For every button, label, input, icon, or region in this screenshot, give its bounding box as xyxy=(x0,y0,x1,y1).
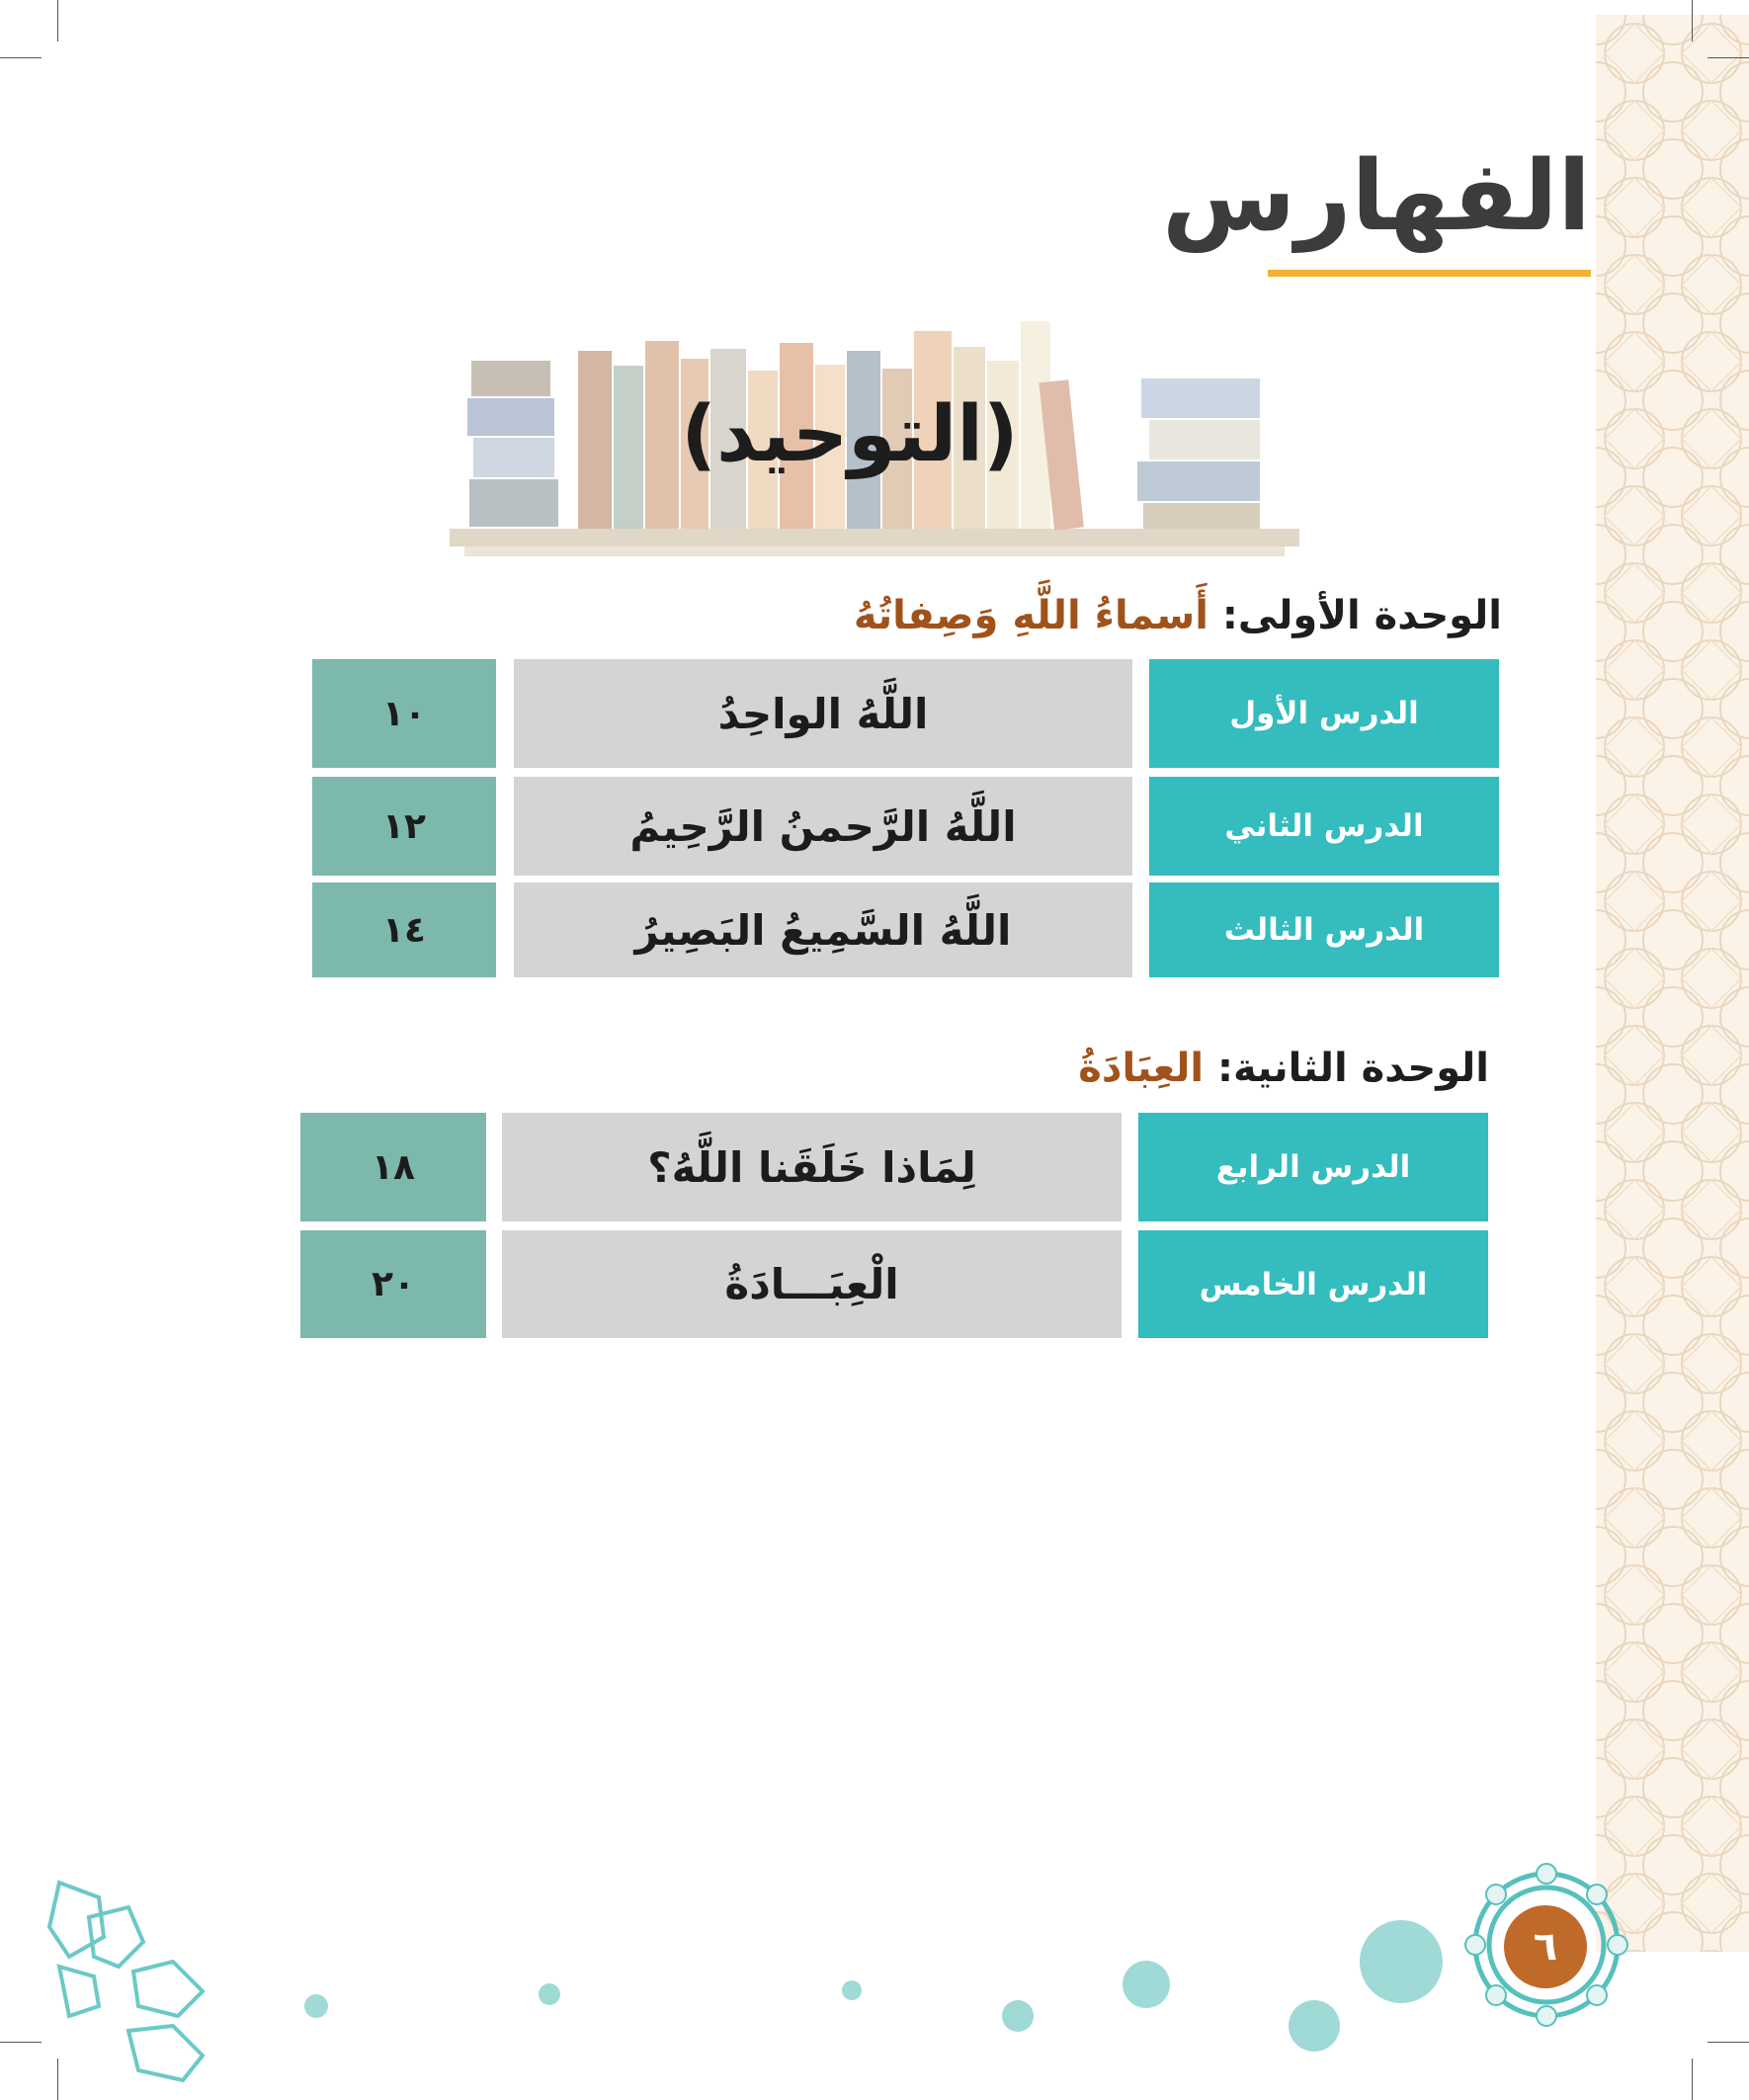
bottom-ornaments xyxy=(0,1858,1749,2100)
lesson-label[interactable]: الدرس الخامس xyxy=(1138,1230,1488,1338)
unit-separator: : xyxy=(1221,593,1238,638)
lesson-title[interactable]: اللَّهُ السَّمِيعُ البَصِيرُ xyxy=(514,882,1132,977)
crop-mark xyxy=(1692,0,1693,42)
lesson-page[interactable]: ٢٠ xyxy=(300,1230,486,1338)
unit-label: الوحدة الثانية xyxy=(1233,1046,1489,1091)
lesson-page[interactable]: ١٠ xyxy=(312,659,496,768)
side-pattern xyxy=(1596,15,1749,1952)
unit-name: العِبَادَةُ xyxy=(1078,1046,1205,1091)
lesson-page[interactable]: ١٢ xyxy=(312,777,496,876)
crop-mark xyxy=(57,0,58,42)
lesson-page[interactable]: ١٤ xyxy=(312,882,496,977)
title-underline xyxy=(1268,270,1591,277)
lesson-title[interactable]: الْعِبَـــادَةُ xyxy=(502,1230,1122,1338)
page-number: ٦ xyxy=(1504,1905,1587,1988)
crop-mark xyxy=(0,57,42,58)
crop-mark xyxy=(1707,57,1749,58)
lesson-page[interactable]: ١٨ xyxy=(300,1113,486,1221)
lesson-title[interactable]: اللَّهُ الرَّحمنُ الرَّحِيمُ xyxy=(514,777,1132,876)
lesson-title[interactable]: اللَّهُ الواحِدُ xyxy=(514,659,1132,768)
page-title: الفهارس xyxy=(1161,140,1591,253)
unit-label: الوحدة الأولى xyxy=(1237,593,1502,638)
lesson-title[interactable]: لِمَاذا خَلَقَنا اللَّهُ؟ xyxy=(502,1113,1122,1221)
unit-heading xyxy=(854,593,1502,638)
unit-separator: : xyxy=(1217,1046,1234,1091)
lesson-label[interactable]: الدرس الأول xyxy=(1149,659,1499,768)
unit-heading xyxy=(1078,1046,1489,1091)
lesson-label[interactable]: الدرس الثاني xyxy=(1149,777,1499,876)
section-title: (التوحيد) xyxy=(681,390,1019,479)
unit-name: أَسماءُ اللَّهِ وَصِفاتُهُ xyxy=(853,593,1208,638)
lesson-label[interactable]: الدرس الثالث xyxy=(1149,882,1499,977)
lesson-label[interactable]: الدرس الرابع xyxy=(1138,1113,1488,1221)
